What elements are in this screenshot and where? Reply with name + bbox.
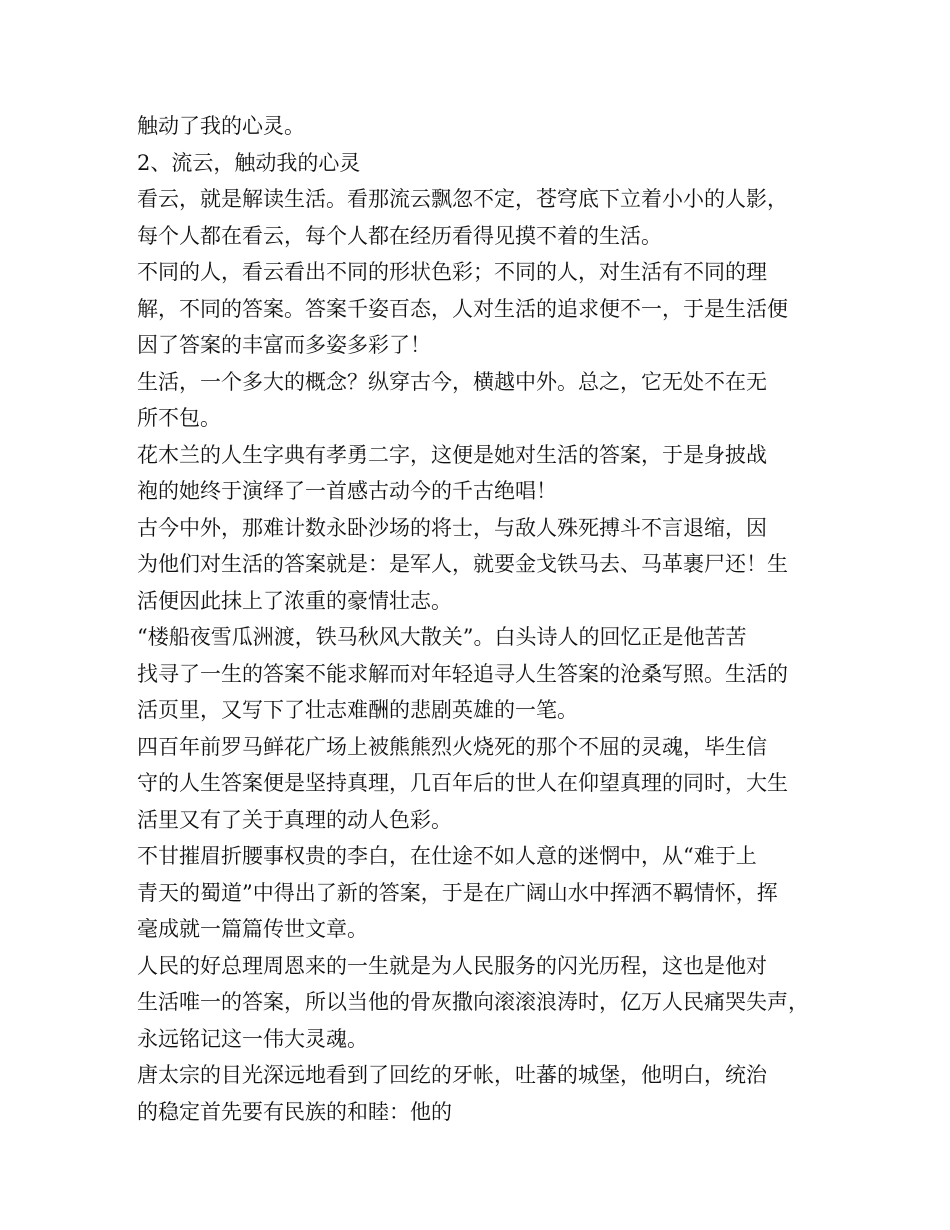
text-line: 的稳定首先要有民族的和睦：他的 <box>137 1099 452 1124</box>
text-line: 袍的她终于演绎了一首感古动今的千古绝唱！ <box>137 479 557 503</box>
text-line: 因了答案的丰富而多姿多彩了！ <box>137 333 431 357</box>
text-line: 为他们对生活的答案就是：是军人，就要金戈铁马去、马革裹尸还！生 <box>137 552 788 576</box>
text-line: 唐太宗的目光深远地看到了回纥的牙帐，吐蕃的城堡，他明白，统治 <box>137 1063 767 1087</box>
text-line: 看云，就是解读生活。看那流云飘忽不定，苍穹底下立着小小的人影， <box>137 187 788 211</box>
text-line: 四百年前罗马鲜花广场上被熊熊烈火烧死的那个不屈的灵魂，毕生信 <box>137 734 767 759</box>
text-line: 不甘摧眉折腰事权贵的李白，在仕途不如人意的迷惘中，从“难于上 <box>137 844 757 868</box>
text-line: 毫成就一篇篇传世文章。 <box>137 917 368 941</box>
text-line: 找寻了一生的答案不能求解而对年轻追寻人生答案的沧桑写照。生活的 <box>137 661 788 686</box>
text-line: 青天的蜀道”中得出了新的答案，于是在广阔山水中挥洒不羁情怀，挥 <box>137 880 778 905</box>
text-line: 活便因此抹上了浓重的豪情壮志。 <box>137 588 452 613</box>
text-line: 解，不同的答案。答案千姿百态，人对生活的追求便不一，于是生活便 <box>137 296 788 321</box>
text-line: 永远铭记这一伟大灵魂。 <box>137 1026 368 1051</box>
text-line: 不同的人，看云看出不同的形状色彩；不同的人，对生活有不同的理 <box>137 260 767 284</box>
text-line: 所不包。 <box>137 406 221 430</box>
text-line: 花木兰的人生字典有孝勇二字，这便是她对生活的答案，于是身披战 <box>137 442 767 467</box>
text-line: 活里又有了关于真理的动人色彩。 <box>137 807 452 832</box>
document-body <box>137 108 827 1130</box>
text-line: 守的人生答案便是坚持真理，几百年后的世人在仰望真理的同时，大生 <box>137 771 788 795</box>
section-heading: 2、流云，触动我的心灵 <box>137 150 361 175</box>
text-line: 触动了我的心灵。 <box>137 114 305 138</box>
text-line: 生活，一个多大的概念？纵穿古今，横越中外。总之，它无处不在无 <box>137 369 767 394</box>
text-line: “楼船夜雪瓜洲渡，铁马秋风大散关”。白头诗人的回忆正是他苦苦 <box>137 625 747 649</box>
text-line: 古今中外，那难计数永卧沙场的将士，与敌人殊死搏斗不言退缩，因 <box>137 515 767 540</box>
text-line: 人民的好总理周恩来的一生就是为人民服务的闪光历程，这也是他对 <box>137 953 767 978</box>
text-line: 生活唯一的答案，所以当他的骨灰撒向滚滚浪涛时，亿万人民痛哭失声， <box>137 990 809 1014</box>
text-line: 活页里，又写下了壮志难酬的悲剧英雄的一笔。 <box>137 698 578 722</box>
text-line: 每个人都在看云，每个人都在经历看得见摸不着的生活。 <box>137 223 662 248</box>
